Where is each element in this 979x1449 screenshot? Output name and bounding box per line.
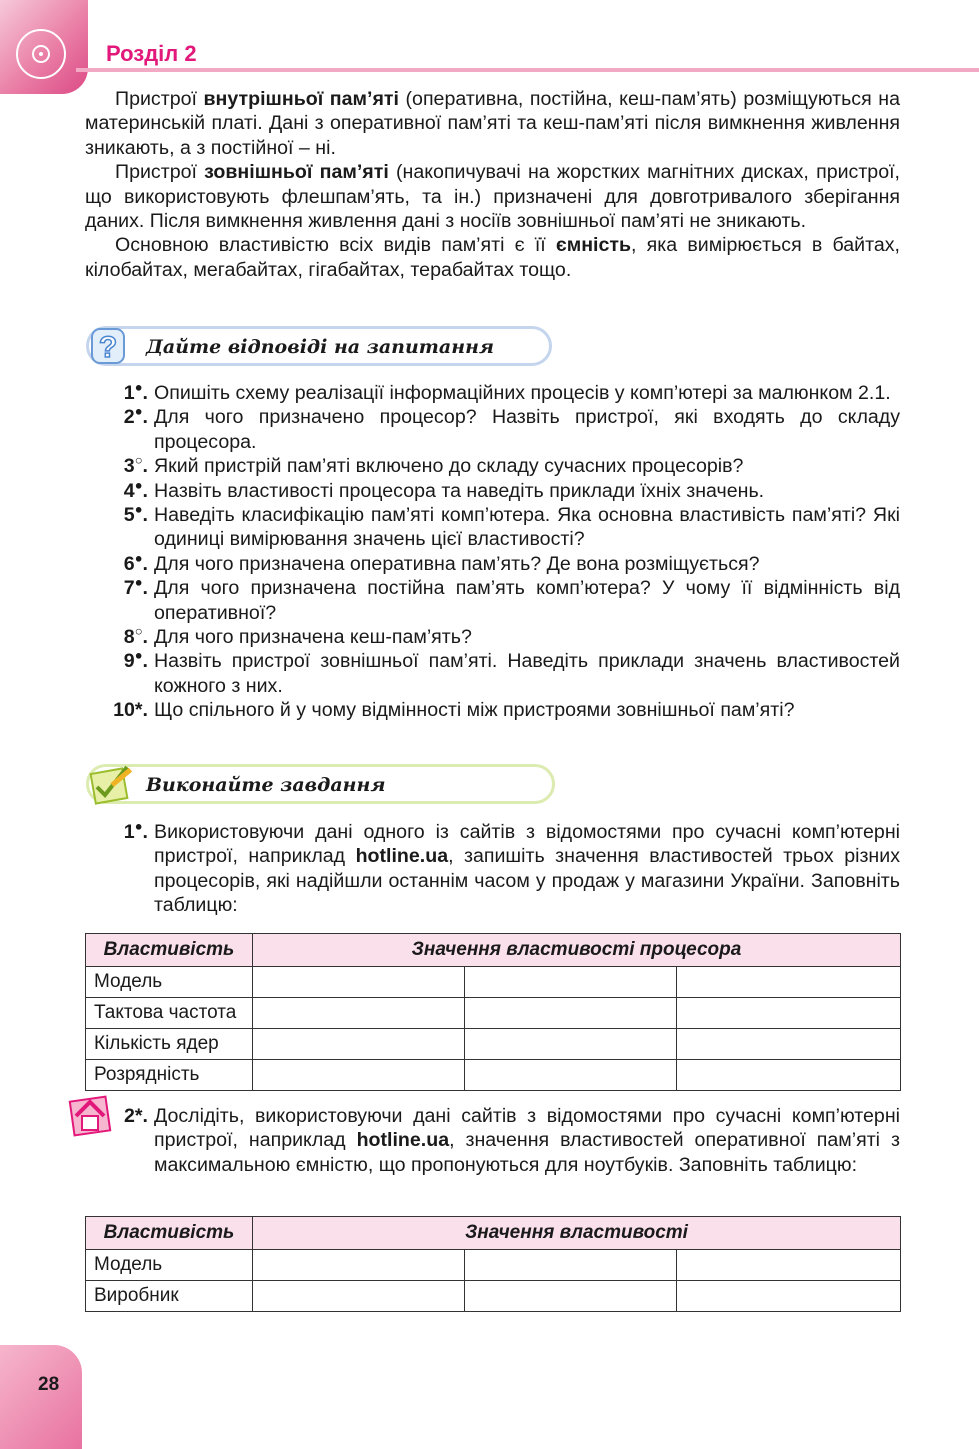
svg-text:?: ?	[98, 331, 118, 364]
table-row: Модель	[86, 967, 901, 998]
questions-banner	[86, 326, 552, 366]
question-number: 1●.	[123, 379, 148, 404]
table-row: Тактова частота	[86, 998, 901, 1029]
question-text: Для чого призначено процесор? Назвіть пристрої, які входять до складу процесора.	[154, 406, 900, 453]
question-item	[100, 381, 900, 405]
question-number: 4●.	[123, 477, 148, 502]
paragraph: Пристрої внутрішньої пам’яті (оперативна, постійна, кеш-пам’ять) розміщуються на материнській платі. Дані з оперативної пам’яті та кеш-пам’яті після вимкнення живлення зникають, а з постійної – ні.	[85, 88, 900, 159]
question-text: Що спільного й у чому відмінності між пристроями зовнішньої пам’яті?	[154, 699, 795, 722]
tasks-banner	[86, 764, 555, 804]
paragraph: Пристрої зовнішньої пам’яті (накопичувачі на жорстких магнітних дисках, пристрої, що використовують флешпам’ять, та ін.) призначені для довготривалого зберігання даних. Після вимкнення живлення дані з носіїв зовнішньої пам’яті не зникають.	[85, 161, 900, 233]
question-text: Наведіть класифікацію пам’яті комп’ютера. Яка основна властивість пам’яті? Які одиниці вимірювання значень цієї властивості?	[154, 504, 900, 551]
question-number: 2●.	[123, 403, 148, 429]
question-text: Для чого призначена кеш-пам’ять?	[154, 626, 472, 649]
question-number: 8○.	[123, 623, 148, 649]
chapter-title: Розділ 2	[106, 41, 197, 66]
question-number: 6●.	[123, 550, 148, 575]
header-rule	[76, 68, 979, 72]
table-row: Кількість ядер	[86, 1029, 901, 1060]
question-number: 9●.	[123, 647, 148, 673]
task-2: 2*. Дослідіть, використовуючи дані сайтів з відомостями про сучасні комп’ютерні пристрої, наприклад hotline.ua, значення властивостей оперативної пам’яті з максимальною ємністю, що пропонуються для ноутбуків. Заповніть таблицю:	[124, 1105, 900, 1176]
question-number: 7●.	[123, 574, 148, 600]
memory-table: Властивість Значення властивості Модель Виробник	[85, 1216, 901, 1312]
disc-icon	[16, 29, 66, 79]
pencil-check-icon	[87, 761, 137, 807]
question-item	[100, 576, 900, 625]
table-row: Модель	[86, 1250, 901, 1281]
question-text: Для чого призначена постійна пам’ять комп’ютера? У чому її відмінність від оперативної?	[154, 577, 900, 624]
paragraph: Основною властивістю всіх видів пам’яті є її ємність, яка вимірюється в байтах, кілобайтах, мегабайтах, гігабайтах, терабайтах тощо.	[85, 234, 900, 281]
table-row: Виробник	[86, 1281, 901, 1312]
chapter-corner-tab	[0, 0, 88, 94]
question-number: 10*.	[113, 699, 148, 722]
question-item	[100, 698, 900, 722]
question-item	[100, 649, 900, 698]
task-1: 1●. Використовуючи дані одного із сайтів з відомостями про сучасні комп’ютерні пристрої, наприклад hotline.ua, запишіть значення властивостей трьох різних процесорів, які надійшли останнім часом у продаж у магазини України. Заповніть таблицю:	[123, 818, 900, 917]
question-number: 3○.	[123, 452, 148, 478]
intro-text	[85, 87, 900, 282]
processor-table: Властивість Значення властивості процесора Модель Тактова частота Кількість ядер Розрядність	[85, 933, 901, 1091]
question-item	[100, 454, 900, 478]
question-text: Назвіть пристрої зовнішньої пам’яті. Наведіть приклади значень властивостей кожного з них.	[154, 650, 900, 697]
question-icon	[89, 327, 129, 367]
table-row: Розрядність	[86, 1060, 901, 1091]
question-text: Назвіть властивості процесора та наведіть приклади їхніх значень.	[154, 479, 765, 502]
question-item	[100, 552, 900, 576]
question-text: Для чого призначена оперативна пам’ять? Де вона розміщується?	[154, 552, 760, 575]
section-title: Виконайте завдання	[146, 774, 386, 796]
page-number: 28	[38, 1374, 60, 1395]
question-item	[100, 625, 900, 649]
page-number-tab	[0, 1345, 82, 1449]
section-title: Дайте відповіді на запитання	[146, 336, 495, 358]
question-text: Який пристрій пам’яті включено до складу сучасних процесорів?	[154, 455, 744, 478]
question-text: Опишіть схему реалізації інформаційних процесів у комп’ютері за малюнком 2.1.	[154, 382, 891, 404]
question-item	[100, 405, 900, 454]
question-number: 5●.	[123, 501, 148, 527]
question-list	[100, 381, 900, 723]
question-item	[100, 503, 900, 552]
question-item	[100, 479, 900, 503]
